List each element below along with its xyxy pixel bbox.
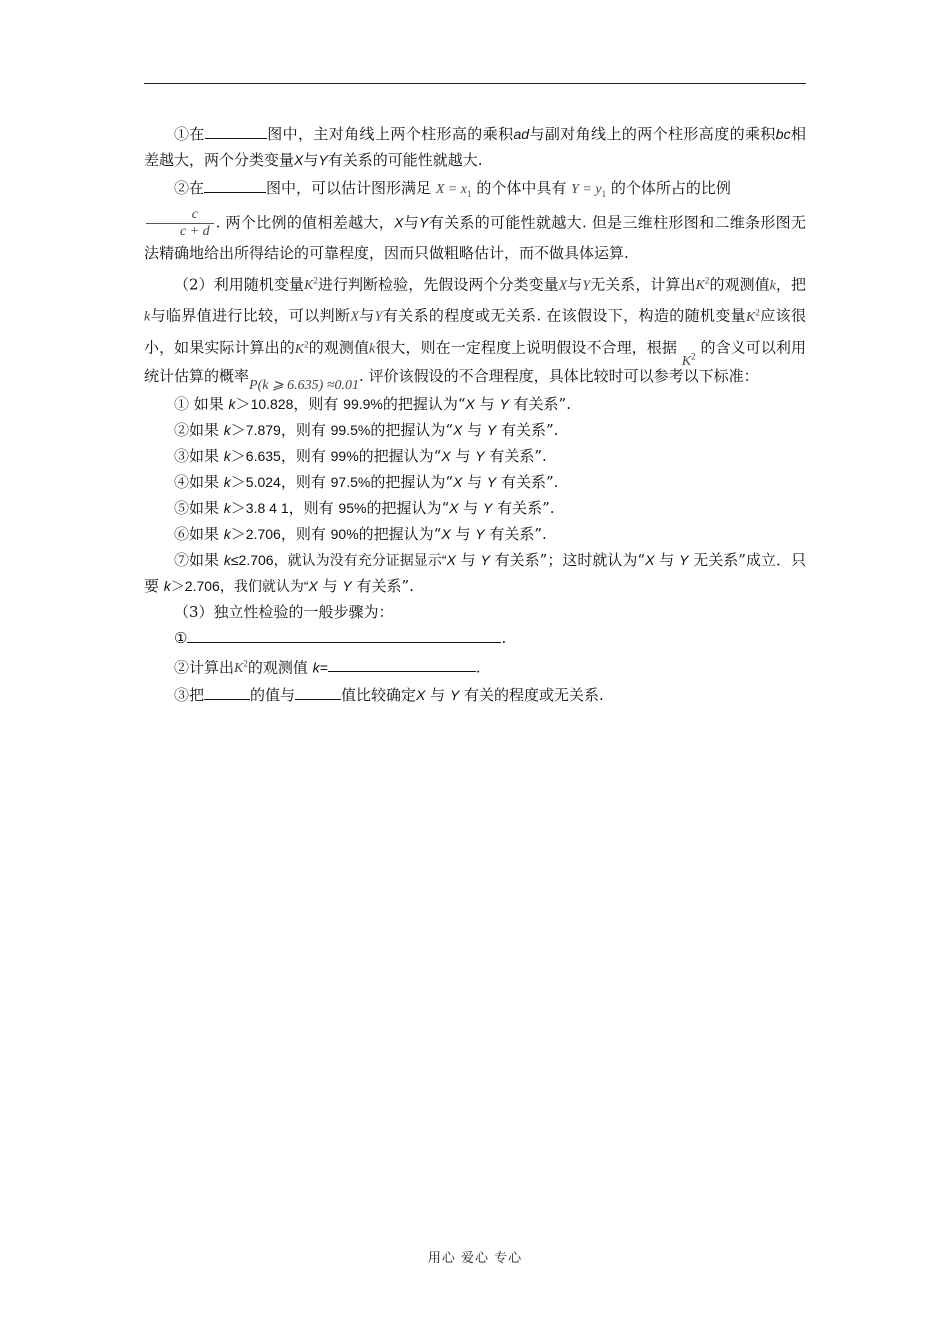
header-rule <box>144 83 806 84</box>
paragraph-k-square-test: （2）利用随机变量$K^2$进行判断检验，先假设两个分类变量X与Y无关系，计算出$K^2$的观测值k，把k与临界值进行比较，可以判断X与Y有关系的程度或无关系. 在该假设下，构造的随机变量$K^2$应该很小，如果实际计算出的$K^2$的观测值k很大，则在一定程度上说明假设不合理，根据 $K^2$ 的含义可以利用统计估算的概率P(k ⩾ 6.635) ≈0.01. 评价该假设的不合理程度，具体比较时可以参考以下标准： <box>144 275 806 393</box>
criterion-item: ②如果 k＞7.879，则有 99.5%的把握认为“X 与 Y 有关系”. <box>174 420 559 439</box>
fill-blank[interactable] <box>204 177 266 193</box>
fill-blank[interactable] <box>328 656 476 672</box>
page-footer: 用心 爱心 专心 <box>427 1251 523 1266</box>
fraction: $\frac{c}{c + d}$ <box>146 207 214 240</box>
step-3: ③把 的值与 值比较确定X 与 Y 有关的程度或无关系. <box>174 686 604 705</box>
criterion-item: ⑤如果 k＞3.8 4 1，则有 95%的把握认为“X 与 Y 有关系”. <box>174 498 555 517</box>
criterion-item: ④如果 k＞5.024，则有 97.5%的把握认为“X 与 Y 有关系”. <box>174 472 559 491</box>
paragraph-strip-chart: ②在 图中，可以估计图形满足 $X = x_1$ 的个体中具有 $Y = y_1$ 的个体所占的比例 $\frac{c}{c + d}$ . 两个比例的值相差越大，X与Y有关系的可能性就越大. 但是三维柱形图和二维条形图无法精确地给出所得结论的可靠程度，因而只做粗略估计，而不做具体运算. <box>144 179 806 262</box>
fill-blank[interactable] <box>204 684 250 700</box>
criteria-list <box>144 391 806 547</box>
fill-blank[interactable] <box>187 627 501 643</box>
paragraph-no-relation: ⑦如果 k≤2.706，就认为没有充分证据显示“X 与 Y 有关系”；这时就认为“X 与 Y 无关系”成立．只要 k＞2.706，我们就认为“X 与 Y 有关系”. <box>144 550 807 595</box>
fill-blank[interactable] <box>295 684 341 700</box>
paragraph-bar-chart: ①在 图中，主对角线上两个柱形高的乘积ad与副对角线上的两个柱形高度的乘积bc相差越大，两个分类变量X与Y有关系的可能性就越大. <box>144 125 806 169</box>
step-2: ②计算出$K^2$的观测值 k= . <box>174 658 481 677</box>
criterion-item: ① 如果 k＞10.828，则有 99.9%的把握认为“X 与 Y 有关系”. <box>174 394 571 413</box>
criterion-item: ⑥如果 k＞2.706，则有 90%的把握认为“X 与 Y 有关系”. <box>174 524 547 543</box>
document-body <box>144 121 806 708</box>
criterion-item: ③如果 k＞6.635，则有 99%的把握认为“X 与 Y 有关系”. <box>174 446 547 465</box>
steps-title: （3）独立性检验的一般步骤为： <box>174 602 394 621</box>
step-1: ① . <box>174 628 507 647</box>
fill-blank[interactable] <box>205 123 267 139</box>
probability-formula: P(k ⩾ 6.635) ≈0.01 <box>249 377 360 393</box>
